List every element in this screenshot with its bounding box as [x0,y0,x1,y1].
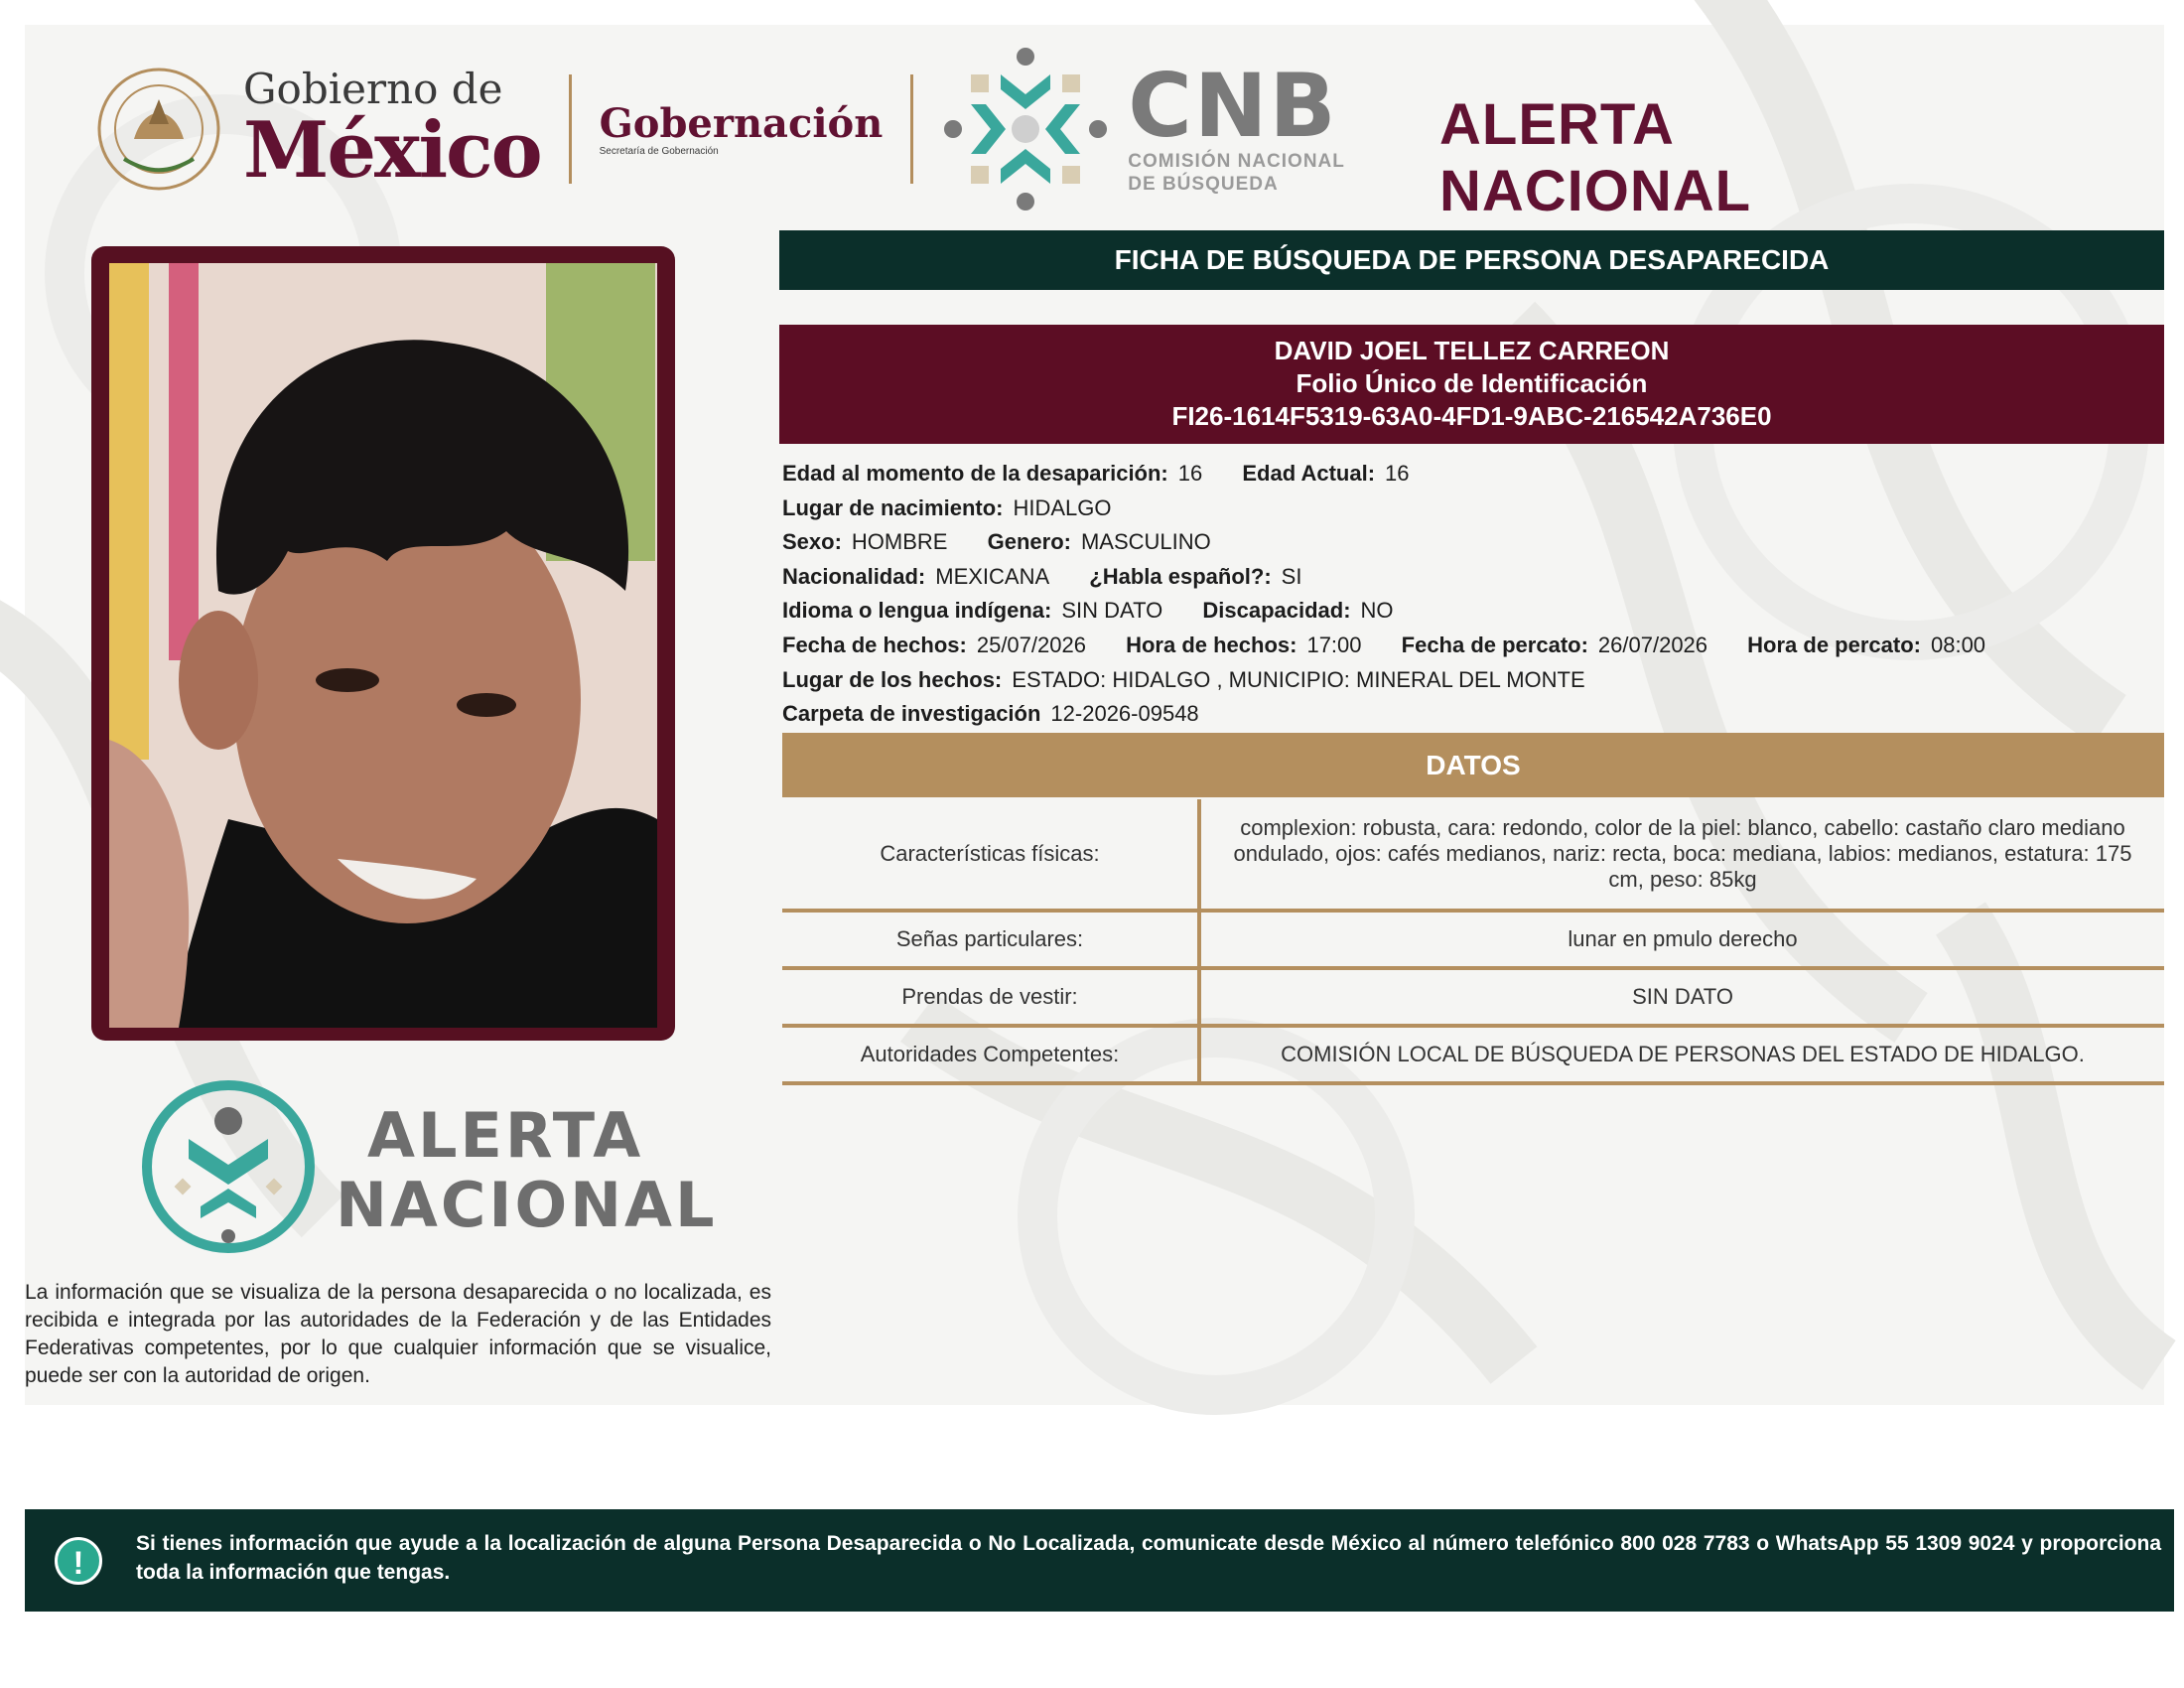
mexico-seal-icon [94,65,223,194]
missing-person-photo [109,263,657,1028]
name-folio-box [779,325,2164,444]
field-value: HOMBRE [851,529,948,555]
gobernacion-line2: Secretaría de Gobernación [599,145,719,157]
info-row [782,457,2162,492]
exclamation-icon: ! [55,1537,102,1585]
table-label: Características físicas: [782,799,1199,911]
gobernacion-logo [599,99,884,157]
table-row [782,968,2164,1026]
field-value: 16 [1177,461,1203,486]
field-value: 17:00 [1306,632,1362,657]
field-label: Lugar de los hechos: [782,666,1003,692]
field-value: ESTADO: HIDALGO , MUNICIPIO: MINERAL DEL MONTE [1012,666,1585,692]
cnb-emblem-icon [941,45,1110,213]
table-value: COMISIÓN LOCAL DE BÚSQUEDA DE PERSONAS DEL ESTADO DE HIDALGO. [1199,1026,2164,1083]
field-label: Sexo: [782,529,842,555]
field-value: MEXICANA [935,563,1050,589]
field-label: Hora de percato: [1747,632,1921,657]
table-label: Prendas de vestir: [782,968,1199,1026]
table-row [782,799,2164,911]
info-row [782,492,2162,526]
field-label: Hora de hechos: [1126,632,1297,657]
header-logos [94,55,1345,204]
field-label: Discapacidad: [1202,598,1351,624]
gobierno-mexico-logo [243,65,541,196]
alerta-nacional-title: ALERTA NACIONAL [1439,92,1752,223]
person-name: DAVID JOEL TELLEZ CARREON [1274,336,1670,365]
gobernacion-line1: Gobernación [599,99,884,147]
table-label: Autoridades Competentes: [782,1026,1199,1083]
table-label: Señas particulares: [782,911,1199,968]
folio-label: Folio Único de Identificación [1296,368,1648,398]
folio-value: FI26-1614F5319-63A0-4FD1-9ABC-216542A736E0 [1171,401,1772,431]
info-row [782,594,2162,629]
footer-banner [25,1509,2174,1612]
table-row [782,1026,2164,1083]
info-row [782,560,2162,595]
field-value: 08:00 [1930,632,1986,657]
person-info [782,457,2162,732]
field-label: Fecha de hechos: [782,632,967,657]
table-row [782,911,2164,968]
cnb-line2: DE BÚSQUEDA [1128,174,1279,195]
table-value: SIN DATO [1199,968,2164,1026]
info-row [782,525,2162,560]
field-value: NO [1360,598,1394,624]
header-divider [910,74,913,184]
datos-table [782,799,2164,1085]
disclaimer-text: La información que se visualiza de la persona desaparecida o no localizada, es recibida e integrada por las autoridades de la Federación y de las Entidades Federativas competentes, por lo que cualquier información que se visualice, puede ser con la autoridad de origen. [25,1281,771,1387]
field-value: SI [1281,563,1302,589]
header-divider [569,74,572,184]
info-row [782,629,2162,663]
field-label: Edad Actual: [1242,461,1376,486]
field-label: Fecha de percato: [1401,632,1588,657]
field-label: Edad al momento de la desaparición: [782,461,1168,486]
field-label: Lugar de nacimiento: [782,494,1004,520]
table-value: complexion: robusta, cara: redondo, color de la piel: blanco, cabello: castaño claro mediano ondulado, ojos: cafés medianos, nariz: recta, boca: mediana, labios: medianos, estatura: 175 cm, peso: 85kg [1199,799,2164,911]
alerta-logo-line1: ALERTA [367,1099,644,1172]
field-value: HIDALGO [1013,494,1112,520]
cnb-line1: COMISIÓN NACIONAL [1128,151,1345,172]
alerta-logo-line2: NACIONAL [336,1169,718,1241]
table-value: lunar en pmulo derecho [1199,911,2164,968]
gobierno-line2: México [243,105,541,196]
field-label: ¿Habla español?: [1089,563,1272,589]
field-value: 12-2026-09548 [1050,701,1199,727]
footer-text: Si tienes información que ayude a la localización de alguna Persona Desaparecida o No Localizada, comunicate desde México al número telefónico 800 028 7783 o WhatsApp 55 1309 9024 y proporciona toda la información que tengas. [136,1532,2161,1584]
cnb-logo-text [1128,55,1345,196]
field-value: SIN DATO [1061,598,1163,624]
field-value: MASCULINO [1080,529,1211,555]
ficha-title-bar: FICHA DE BÚSQUEDA DE PERSONA DESAPARECIDA [779,230,2164,290]
info-row [782,663,2162,698]
field-value: 25/07/2026 [976,632,1086,657]
gobierno-line1: Gobierno de [243,65,503,113]
info-row [782,697,2162,732]
field-label: Nacionalidad: [782,563,926,589]
field-label: Genero: [987,529,1071,555]
field-label: Carpeta de investigación [782,701,1041,727]
field-value: 16 [1385,461,1410,486]
alerta-nacional-logo [139,1077,718,1256]
datos-title-bar: DATOS [782,733,2164,797]
cnb-short: CNB [1128,55,1338,157]
field-label: Idioma o lengua indígena: [782,598,1052,624]
field-value: 26/07/2026 [1597,632,1708,657]
